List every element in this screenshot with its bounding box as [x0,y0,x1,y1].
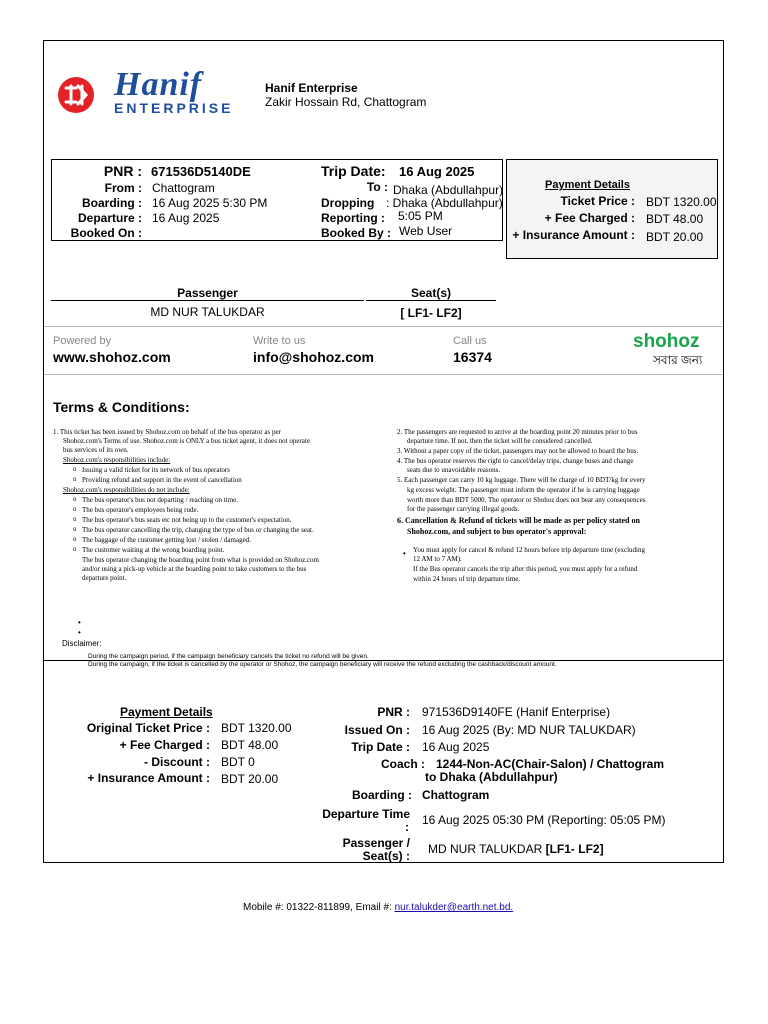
booked-by-value: Web User [399,224,453,238]
insurance-label: + Insurance Amount : [512,228,635,242]
terms-line: and/or using a pick-up vehicle at the boarding point to take customers to the bus [82,565,307,573]
support-email-link[interactable]: info@shohoz.com [253,349,374,365]
original-price-value: BDT 1320.00 [221,721,292,735]
terms-title: Terms & Conditions: [53,399,190,415]
dropping-label: Dropping [321,196,375,210]
terms-line: Shohoz.com's Terms of use. Shohoz.com is ONLY a bus ticket agent, it does not operate [63,437,310,445]
footer-mobile: Mobile #: 01322-811899, Email #: [243,902,392,913]
boarding-value: 16 Aug 2025 5:30 PM [152,196,268,210]
terms-line: The bus operator's employees being rude. [82,506,199,514]
bullet-icon: o [73,527,77,533]
booked-on-label: Booked On : [70,226,142,240]
ticket-price-label: Ticket Price : [560,194,635,208]
departure-value: 16 Aug 2025 [152,211,220,225]
call-us-label: Call us [453,335,487,347]
terms-line: Shohoz.com's responsibilities include: [63,456,171,464]
bullet-icon: o [73,517,77,523]
terms-line: 4. The bus operator reserves the right to cancel/delay trips, change buses and change [397,457,634,465]
bottom-trip-date-label: Trip Date : [351,740,410,754]
terms-line: seats due to unavoidable reasons. [407,466,501,474]
pnr-label: PNR : [103,163,142,179]
company-address: Zakir Hossain Rd, Chattogram [265,95,427,109]
terms-line: The baggage of the customer getting lost / stolen / damaged. [82,536,251,544]
terms-line: The bus operator changing the boarding point from what is provided on Shohoz.com [82,556,319,564]
terms-line: Shohoz.com's responsibilities do not include: [63,486,190,494]
insurance-value: BDT 20.00 [646,230,704,244]
hanif-logo [56,66,256,122]
hanif-brand-script: Hanif [114,66,203,103]
terms-line: bus services of its own. [63,446,129,454]
discount-value: BDT 0 [221,755,255,769]
terms-line: 1. This ticket has been issued by Shohoz.com on behalf of the bus operator as per [53,428,281,436]
terms-line: The bus operator's bus not departing / reaching on time. [82,496,238,504]
bullet-icon: o [73,537,77,543]
shohoz-tagline: সবার জন্য [653,353,703,367]
support-phone[interactable]: 16374 [453,349,492,365]
to-value: Dhaka (Abdullahpur) [393,183,504,197]
coach-label: Coach : [380,757,425,771]
terms-line: The customer waiting at the wrong boarding point. [82,546,225,554]
reporting-value: 5:05 PM [398,209,443,223]
to-label: To : [366,180,388,194]
issued-on-value: 16 Aug 2025 (By: MD NUR TALUKDAR) [422,723,636,737]
terms-line: departure point. [82,574,127,582]
bullet-icon: o [73,477,77,483]
booked-by-label: Booked By : [321,226,392,240]
terms-line: for the passenger carrying illegal goods. [407,505,520,513]
seat-numbers: [ LF1- LF2] [400,306,462,320]
hanif-brand-word: ENTERPRISE [114,100,234,116]
boarding-label: Boarding : [82,196,142,210]
passenger-seats-label-1: Passenger / [342,836,410,850]
seats-table-divider [366,300,496,301]
bullet-icon: o [73,497,77,503]
from-value: Chattogram [152,181,215,195]
terms-line: 5. Each passenger can carry 10 kg luggage. There will be charge of 10 BDT/kg for every [397,476,646,484]
terms-line: Shohoz.com, and subject to bus operator's approval: [407,527,587,536]
terms-line: The bus operator cancelling the trip, changing the type of bus or changing the seat. [82,526,314,534]
disclaimer-line-2: During the campaign, if the ticket is cancelled by the operator or Shohoz, the campaign beneficiary will receive the refund excluding the cashback/discount amount. [88,661,557,668]
terms-line: kg excess weight. The passenger must inform the operator if he is carrying luggage [407,486,640,494]
reporting-label: Reporting : [321,211,385,225]
disclaimer-label: Disclaimer: [62,639,102,648]
terms-line: worth more than BDT 5000. The operator or Shohoz does not bear any consequences [407,496,646,504]
bottom-boarding-label: Boarding : [352,788,412,802]
fee-charged-value: BDT 48.00 [646,212,704,226]
bullet-icon: • [78,628,81,637]
bullet-icon: o [73,547,77,553]
discount-label: - Discount : [144,755,210,769]
bottom-pnr-value: 971536D9140FE (Hanif Enterprise) [422,705,611,719]
bottom-insurance-label: + Insurance Amount : [87,771,210,785]
departure-time-value: 16 Aug 2025 05:30 PM (Reporting: 05:05 PM) [422,813,666,827]
trip-date-label: Trip Date: [321,163,386,179]
pnr-value: 671536D5140DE [151,164,251,179]
coach-value-line-2: to Dhaka (Abdullahpur) [425,770,558,784]
disclaimer-line-1: During the campaign period, if the campaign beneficiary cancels the ticket no refund will be given. [88,653,369,660]
trip-date-value: 16 Aug 2025 [399,164,475,179]
passenger-name: MD NUR TALUKDAR [150,305,265,319]
bullet-icon: • [78,618,81,627]
bottom-passenger-name: MD NUR TALUKDAR [428,842,543,856]
terms-line: You must apply for cancel & refund 12 hours before trip departure time (excluding [413,546,645,554]
issued-on-label: Issued On : [344,723,410,737]
bottom-payment-title: Payment Details [120,705,213,719]
terms-line: Providing refund and support in the event of cancellation [82,476,242,484]
payment-details-title: Payment Details [545,179,630,191]
passenger-seats-label-2: Seat(s) : [362,849,410,863]
fee-charged-label: + Fee Charged : [544,211,635,225]
terms-line: Issuing a valid ticket for its network of bus operators [82,466,230,474]
footer-contact [243,902,513,913]
original-price-label: Original Ticket Price : [86,721,210,735]
departure-label: Departure : [77,211,142,225]
bullet-icon: • [403,549,406,558]
shohoz-logo: shohoz [633,331,700,352]
terms-line: The bus operator's bus seats etc not being up to the customer's expectation. [82,516,292,524]
contact-bottom-divider [44,374,723,375]
terms-line: If the Bus operator cancels the trip after this period, you must apply for a refund [413,565,638,573]
bullet-icon: o [73,467,77,473]
shohoz-website-link[interactable]: www.shohoz.com [53,349,171,365]
departure-time-colon: : [405,820,409,834]
contact-top-divider [44,326,723,327]
terms-line: 3. Without a paper copy of the ticket, passengers may not be allowed to board the bus. [397,447,639,455]
ticket-price-value: BDT 1320.00 [646,195,717,209]
bottom-seat-numbers: [LF1- LF2] [545,842,604,856]
departure-time-label: Departure Time [322,807,410,821]
passenger-header: Passenger [177,286,238,300]
footer-email-link[interactable]: nur.talukder@earth.net.bd. [394,902,514,913]
terms-line: 2. The passengers are requested to arrive at the boarding point 20 minutes prior to bus [397,428,638,436]
payment-details-box [506,159,718,259]
from-label: From : [104,181,142,195]
dropping-value: : Dhaka (Abdullahpur) [386,196,503,210]
bottom-fee-label: + Fee Charged : [119,738,210,752]
terms-line: 6. Cancellation & Refund of tickets will be made as per policy stated on [397,516,640,525]
company-name: Hanif Enterprise [265,81,358,95]
coach-value-line-1: 1244-Non-AC(Chair-Salon) / Chattogram [436,757,665,771]
hanif-logo-mark-icon [56,75,96,115]
passenger-table-divider [51,300,364,301]
bottom-trip-date-value: 16 Aug 2025 [422,740,490,754]
seats-header: Seat(s) [410,286,451,300]
terms-line: within 24 hours of trip departure time. [413,575,521,583]
bullet-icon: o [73,507,77,513]
bottom-boarding-value: Chattogram [422,788,490,802]
bottom-insurance-value: BDT 20.00 [221,772,279,786]
write-to-us-label: Write to us [253,335,306,347]
terms-bullets-left [73,465,76,555]
bottom-fee-value: BDT 48.00 [221,738,279,752]
bottom-passenger-value [428,842,604,856]
terms-line: 12 AM to 7 AM). [413,555,462,563]
bottom-pnr-label: PNR : [377,705,410,719]
terms-line: departure time. If not, then the ticket will be considered cancelled. [407,437,593,445]
powered-by-label: Powered by [53,335,112,347]
